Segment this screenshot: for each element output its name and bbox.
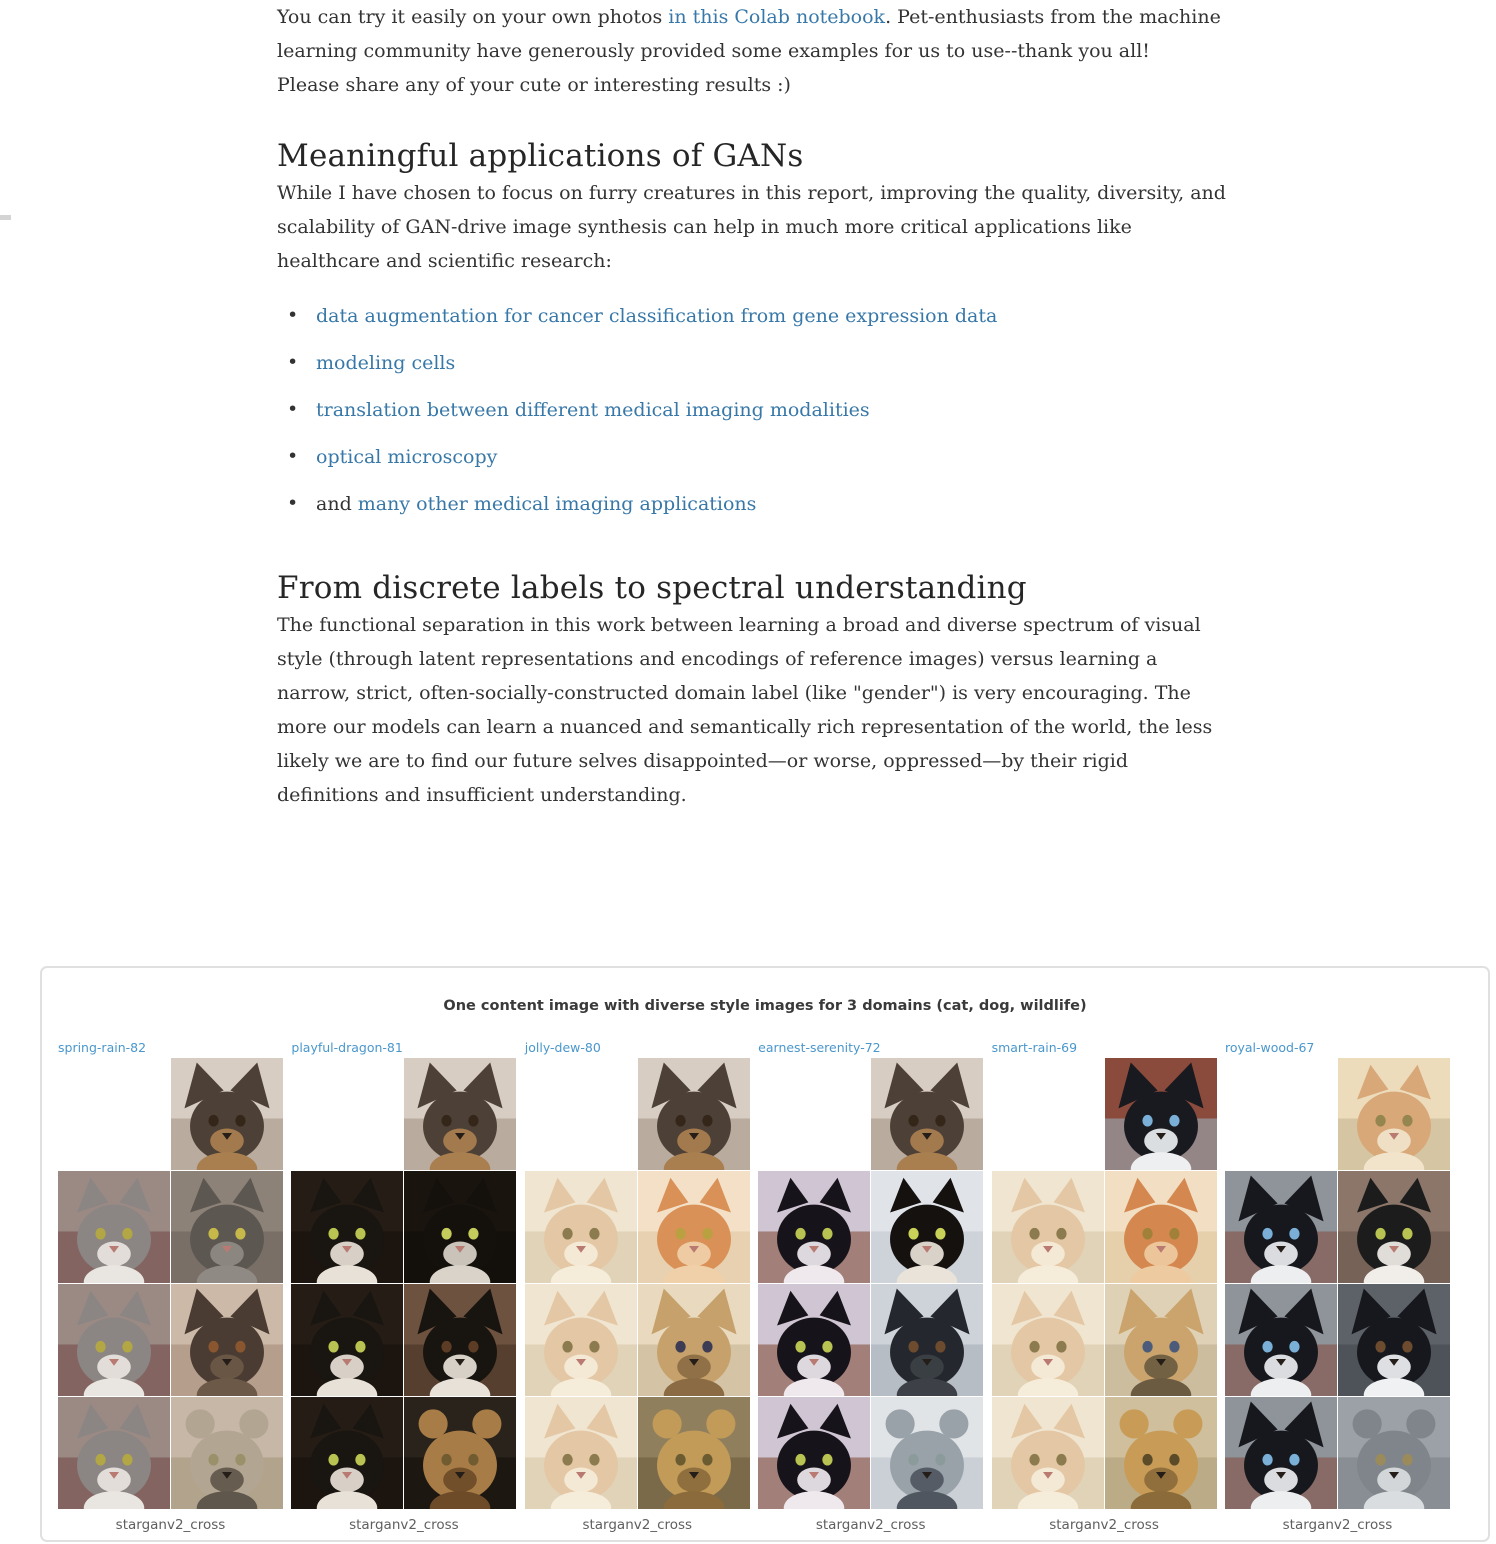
bullet-icon: •: [287, 492, 299, 514]
style-image[interactable]: [992, 1284, 1104, 1396]
animal-face-icon: [1225, 1284, 1337, 1396]
run-group: [1225, 1040, 1450, 1533]
animal-face-icon: [404, 1284, 516, 1396]
bullet-icon: •: [287, 304, 299, 326]
style-image[interactable]: [58, 1171, 170, 1283]
run-name-link[interactable]: jolly-dew-80: [524, 1040, 601, 1055]
output-image-wildlife[interactable]: [1105, 1397, 1217, 1509]
animal-face-icon: [638, 1397, 750, 1509]
media-grid: [525, 1058, 750, 1509]
animal-face-icon: [638, 1058, 750, 1170]
empty-cell: [992, 1058, 1104, 1170]
style-image[interactable]: [992, 1171, 1104, 1283]
empty-cell: [1225, 1058, 1337, 1170]
output-image-dog[interactable]: [871, 1284, 983, 1396]
animal-face-icon: [992, 1397, 1104, 1509]
media-grid: [1225, 1058, 1450, 1509]
media-caption: starganv2_cross: [815, 1517, 926, 1533]
animal-face-icon: [525, 1171, 637, 1283]
animal-face-icon: [638, 1171, 750, 1283]
animal-face-icon: [992, 1284, 1104, 1396]
p1-text-after: . Pet-enthusiasts from the machine learning community have generously provided some examples for us to use--thank you all!: [277, 6, 1221, 62]
animal-face-icon: [1338, 1397, 1450, 1509]
output-image-cat[interactable]: [1338, 1171, 1450, 1283]
media-grid: [291, 1058, 516, 1509]
run-name-link[interactable]: spring-rain-82: [58, 1040, 147, 1055]
animal-face-icon: [171, 1058, 283, 1170]
output-image-wildlife[interactable]: [1338, 1397, 1450, 1509]
output-image-wildlife[interactable]: [638, 1397, 750, 1509]
animal-face-icon: [871, 1397, 983, 1509]
colab-notebook-link[interactable]: in this Colab notebook: [668, 6, 886, 28]
cancer-classification-link[interactable]: data augmentation for cancer classification from gene expression data: [316, 305, 998, 327]
content-image[interactable]: [171, 1058, 283, 1170]
media-caption: starganv2_cross: [115, 1517, 226, 1533]
run-group: [58, 1040, 283, 1533]
output-image-cat[interactable]: [171, 1171, 283, 1283]
paragraph-colab: [277, 0, 1227, 68]
media-caption: starganv2_cross: [1282, 1517, 1393, 1533]
style-image[interactable]: [758, 1284, 870, 1396]
animal-face-icon: [758, 1284, 870, 1396]
animal-face-icon: [525, 1397, 637, 1509]
report-body: [277, 0, 1227, 812]
output-image-cat[interactable]: [638, 1171, 750, 1283]
run-group: [291, 1040, 516, 1533]
list-item-prefix: and: [316, 493, 358, 515]
style-image[interactable]: [58, 1284, 170, 1396]
empty-cell: [58, 1058, 170, 1170]
bullet-icon: •: [287, 398, 299, 420]
style-image[interactable]: [291, 1284, 403, 1396]
animal-face-icon: [1105, 1058, 1217, 1170]
output-image-wildlife[interactable]: [871, 1397, 983, 1509]
style-image[interactable]: [291, 1171, 403, 1283]
output-image-wildlife[interactable]: [171, 1397, 283, 1509]
media-caption: starganv2_cross: [349, 1517, 459, 1533]
animal-face-icon: [871, 1171, 983, 1283]
style-image[interactable]: [1225, 1284, 1337, 1396]
animal-face-icon: [1105, 1397, 1217, 1509]
content-image[interactable]: [638, 1058, 750, 1170]
empty-cell: [525, 1058, 637, 1170]
list-item: [287, 492, 1227, 516]
output-image-dog[interactable]: [1105, 1284, 1217, 1396]
panel-title: One content image with diverse style images for 3 domains (cat, dog, wildlife): [443, 998, 1087, 1014]
animal-face-icon: [171, 1284, 283, 1396]
animal-face-icon: [171, 1171, 283, 1283]
animal-face-icon: [871, 1284, 983, 1396]
p1-text-before: You can try it easily on your own photos: [277, 6, 669, 28]
media-panel: [40, 966, 1490, 1542]
animal-face-icon: [291, 1284, 403, 1396]
output-image-cat[interactable]: [404, 1171, 516, 1283]
run-name-link[interactable]: earnest-serenity-72: [758, 1040, 881, 1055]
modeling-cells-link[interactable]: modeling cells: [316, 352, 456, 374]
output-image-cat[interactable]: [1105, 1171, 1217, 1283]
animal-face-icon: [758, 1397, 870, 1509]
list-item: [287, 398, 1227, 422]
animal-face-icon: [992, 1171, 1104, 1283]
output-image-wildlife[interactable]: [404, 1397, 516, 1509]
media-caption: starganv2_cross: [582, 1517, 693, 1533]
list-item: [287, 304, 1227, 328]
media-grid: [758, 1058, 983, 1509]
style-image[interactable]: [1225, 1171, 1337, 1283]
animal-face-icon: [404, 1397, 516, 1509]
style-image[interactable]: [525, 1397, 637, 1509]
animal-face-icon: [291, 1397, 403, 1509]
optical-microscopy-link[interactable]: optical microscopy: [316, 446, 498, 468]
medical-imaging-applications-link[interactable]: many other medical imaging applications: [357, 493, 757, 515]
media-grid: [58, 1058, 283, 1509]
bullet-icon: •: [287, 351, 299, 373]
animal-face-icon: [871, 1058, 983, 1170]
animal-face-icon: [1105, 1284, 1217, 1396]
output-image-dog[interactable]: [171, 1284, 283, 1396]
animal-face-icon: [1105, 1171, 1217, 1283]
animal-face-icon: [638, 1284, 750, 1396]
style-image[interactable]: [992, 1397, 1104, 1509]
paragraph-share-results: Please share any of your cute or interesting results :): [277, 74, 791, 96]
heading-spectral-understanding: From discrete labels to spectral understanding: [277, 570, 1027, 606]
list-item: [287, 445, 1227, 469]
style-image[interactable]: [758, 1171, 870, 1283]
applications-list: [277, 304, 1227, 516]
output-image-dog[interactable]: [638, 1284, 750, 1396]
output-image-cat[interactable]: [871, 1171, 983, 1283]
animal-face-icon: [525, 1284, 637, 1396]
animal-face-icon: [1338, 1058, 1450, 1170]
output-image-dog[interactable]: [404, 1284, 516, 1396]
media-grid: [992, 1058, 1217, 1509]
animal-face-icon: [171, 1397, 283, 1509]
style-image[interactable]: [525, 1284, 637, 1396]
content-image[interactable]: [1105, 1058, 1217, 1170]
run-name-link[interactable]: royal-wood-67: [1224, 1040, 1315, 1055]
run-group: [992, 1040, 1217, 1533]
animal-face-icon: [404, 1058, 516, 1170]
margin-tick: [0, 215, 11, 220]
run-group: [758, 1040, 983, 1533]
list-item: [287, 351, 1227, 375]
style-image[interactable]: [1225, 1397, 1337, 1509]
animal-face-icon: [58, 1397, 170, 1509]
animal-face-icon: [1338, 1171, 1450, 1283]
empty-cell: [291, 1058, 403, 1170]
style-image[interactable]: [758, 1397, 870, 1509]
content-image[interactable]: [871, 1058, 983, 1170]
animal-face-icon: [58, 1171, 170, 1283]
paragraph-spectral-body: The functional separation in this work between learning a broad and diverse spectrum of visual style (through latent representations and encodings of reference images) versus learning a narrow, strict, often-socially-constructed domain label (like "gender") is very encouraging. The more our models can learn a nuanced and semantically rich representation of the world, the less likely we are to find our future selves disappointed—or worse, oppressed—by their rigid definitions and insufficient understanding.: [277, 614, 1213, 806]
animal-face-icon: [1225, 1171, 1337, 1283]
output-image-dog[interactable]: [1338, 1284, 1450, 1396]
animal-face-icon: [1338, 1284, 1450, 1396]
empty-cell: [758, 1058, 870, 1170]
run-name-link[interactable]: playful-dragon-81: [291, 1040, 403, 1055]
media-groups: [58, 1040, 1458, 1533]
animal-face-icon: [758, 1171, 870, 1283]
animal-face-icon: [404, 1171, 516, 1283]
media-caption: starganv2_cross: [1049, 1517, 1159, 1533]
style-image[interactable]: [525, 1171, 637, 1283]
animal-face-icon: [58, 1284, 170, 1396]
animal-face-icon: [291, 1171, 403, 1283]
imaging-modalities-link[interactable]: translation between different medical imaging modalities: [316, 399, 870, 421]
content-image[interactable]: [1338, 1058, 1450, 1170]
style-image[interactable]: [291, 1397, 403, 1509]
bullet-icon: •: [287, 445, 299, 467]
animal-face-icon: [1225, 1397, 1337, 1509]
style-image[interactable]: [58, 1397, 170, 1509]
paragraph-applications-intro: While I have chosen to focus on furry creatures in this report, improving the quality, diversity, and scalability of GAN-drive image synthesis can help in much more critical applications like healthcare and scientific research:: [277, 182, 1226, 272]
run-name-link[interactable]: smart-rain-69: [991, 1040, 1078, 1055]
heading-meaningful-applications: Meaningful applications of GANs: [277, 138, 804, 174]
content-image[interactable]: [404, 1058, 516, 1170]
run-group: [525, 1040, 750, 1533]
